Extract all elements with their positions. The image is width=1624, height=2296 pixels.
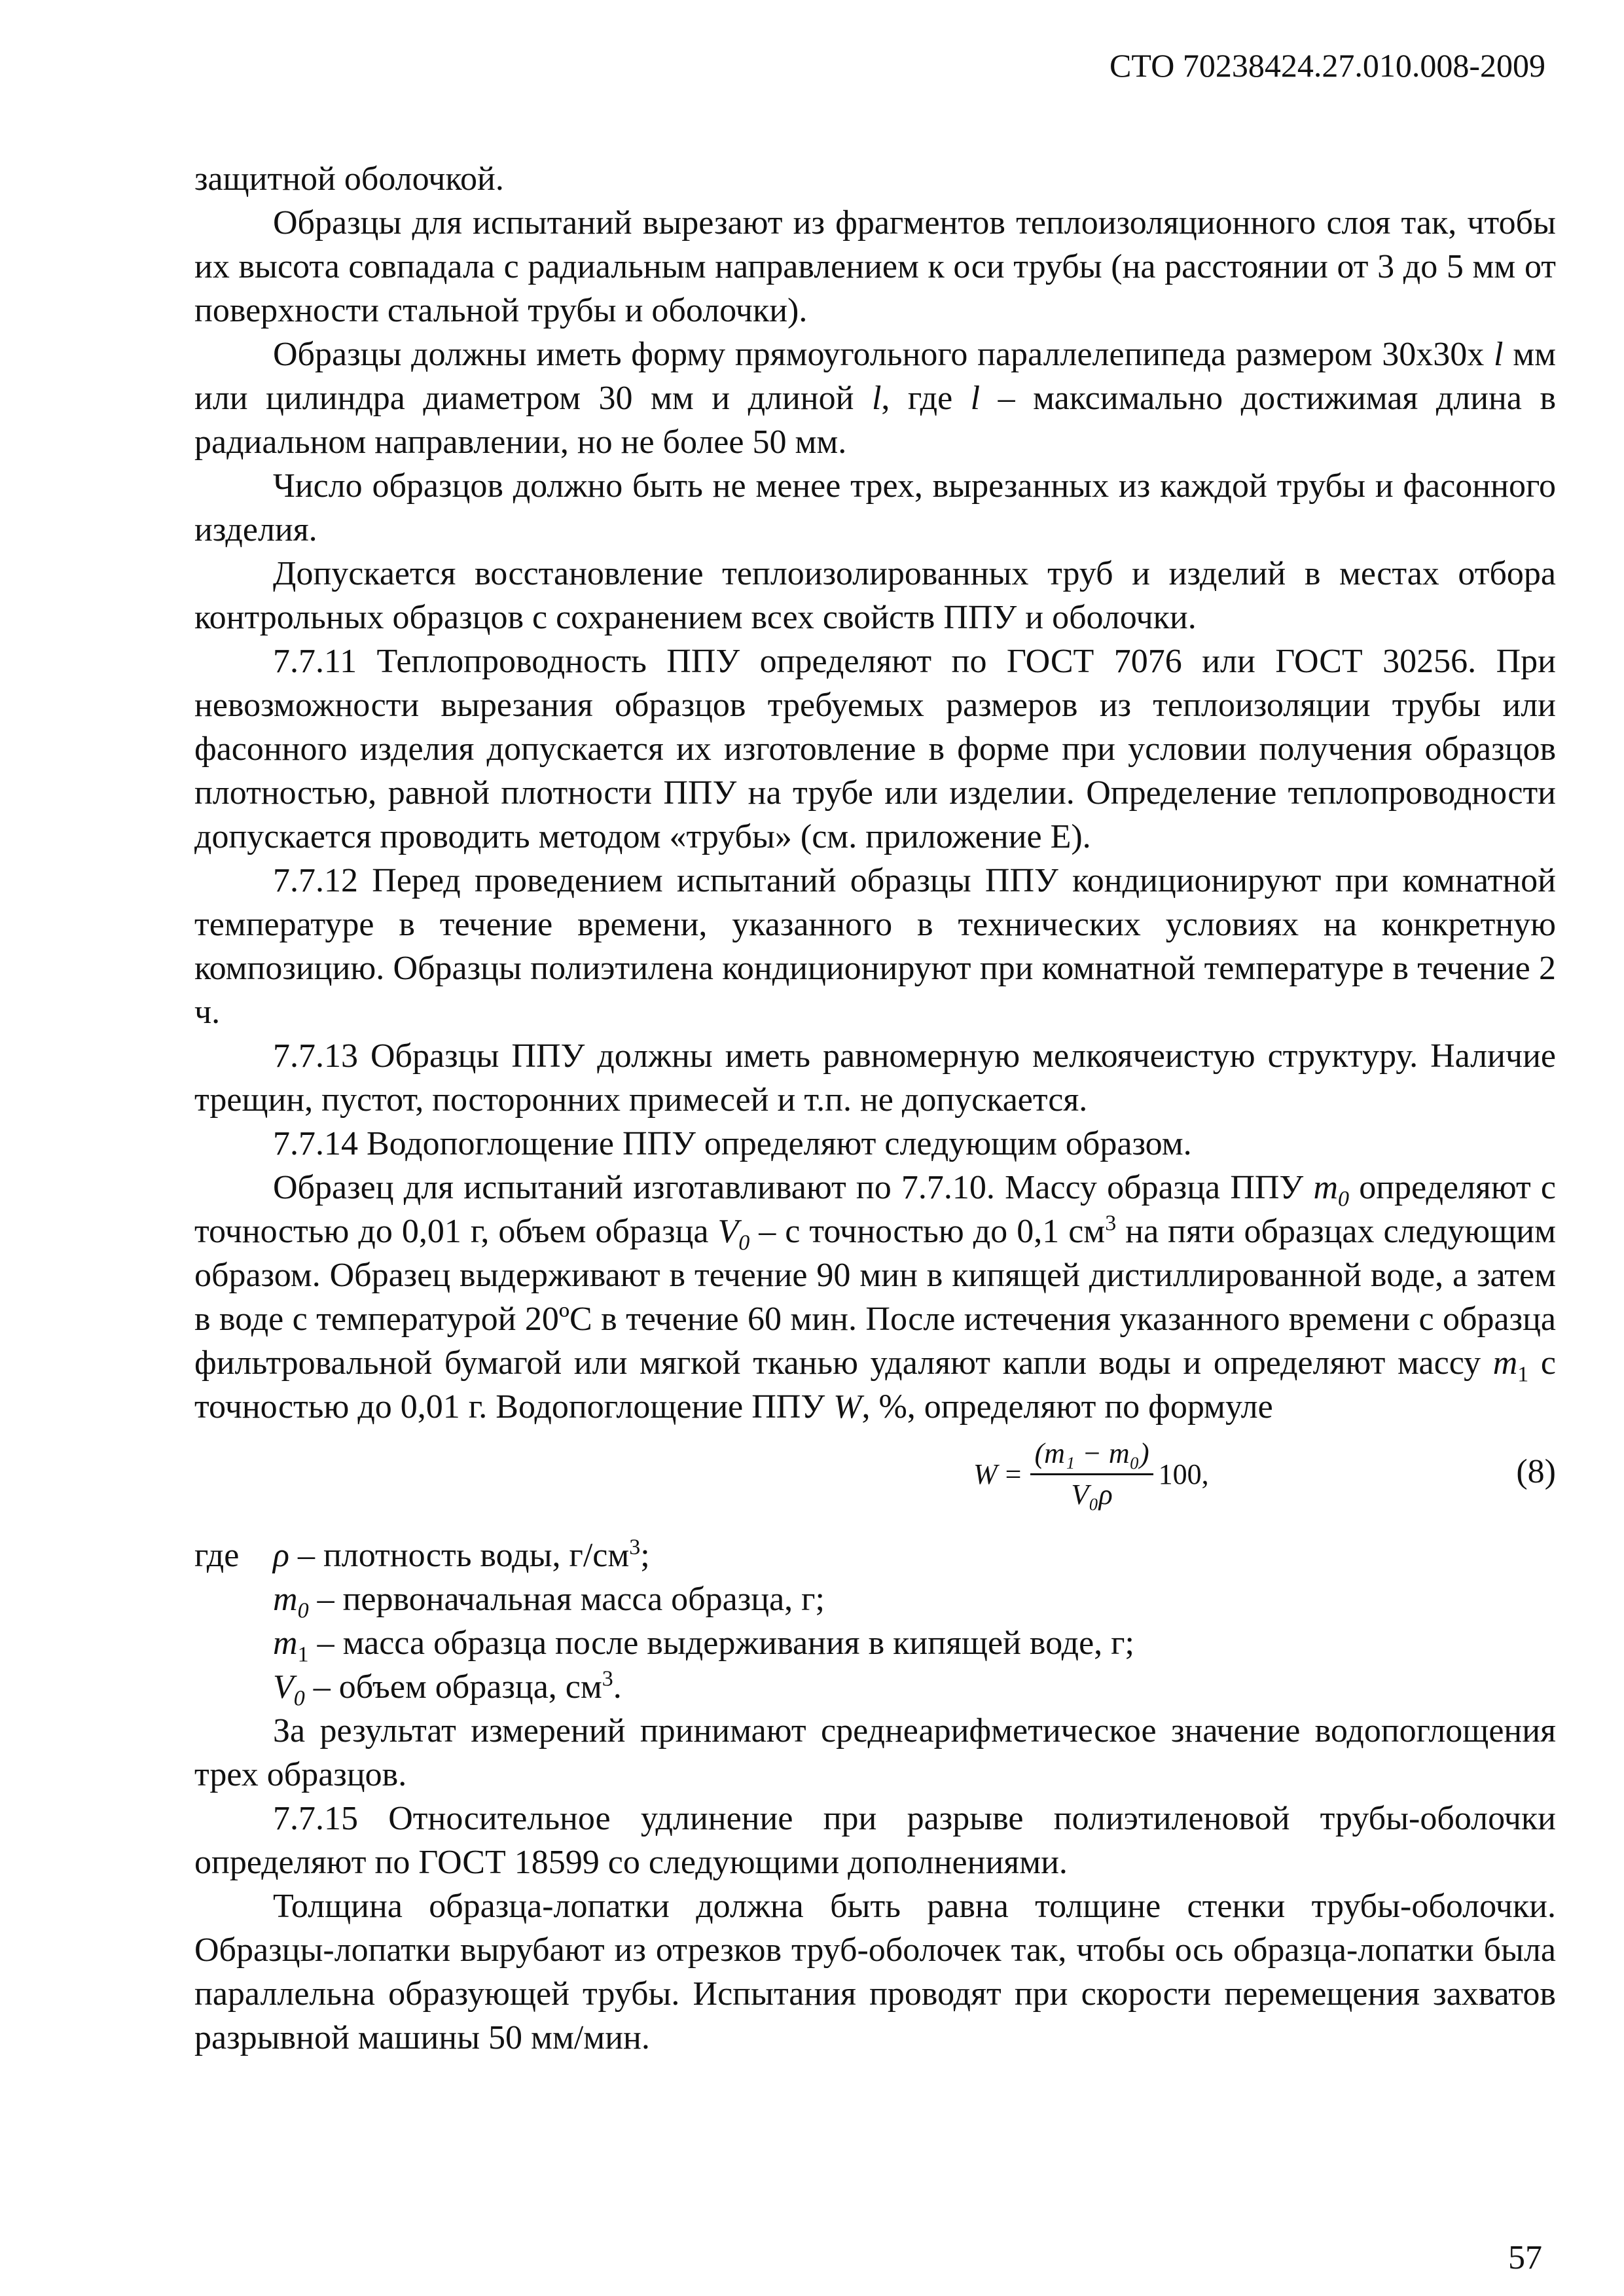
formula-coefficient: 100 (1158, 1458, 1202, 1490)
legend-v0 (194, 1665, 1556, 1709)
legend-text: – первоначальная масса образца, г; (308, 1581, 825, 1618)
subscript: 0 (738, 1230, 750, 1255)
symbol-m: m (273, 1624, 298, 1662)
variable-l: l (1494, 336, 1504, 373)
subscript: 0 (297, 1598, 309, 1623)
symbol-v: V (273, 1668, 294, 1706)
formula-lhs: W (973, 1458, 998, 1490)
formula-numerator: (m₁ − m₀) (1030, 1437, 1153, 1475)
paragraph-sample-count: Число образцов должно быть не менее трех, вырезанных из каждой трубы и фасонного изделия. (194, 467, 1556, 548)
formula-block (194, 1430, 1556, 1528)
formula-fraction (1030, 1437, 1153, 1512)
text-run: , где (881, 380, 971, 417)
variable-l: l (871, 380, 882, 417)
paragraph-7-7-14: 7.7.14 Водопоглощение ППУ определяют следующим образом. (273, 1125, 1192, 1162)
water-absorption-formula (973, 1437, 1209, 1512)
paragraph-7-7-11: 7.7.11 Теплопроводность ППУ определяют по ГОСТ 7076 или ГОСТ 30256. При невозможности вырезания образцов требуемых размеров из теплоизоляции трубы или фасонного изделия допускается их изготовление в форме при условии получения образцов плотностью, равной плотности ППУ на трубе или изделии. Определение теплопроводности допускается проводить методом «трубы» (см. приложение Е). (194, 643, 1556, 855)
paragraph-sample-shape (194, 332, 1556, 464)
document-code-header: СТО 70238424.27.010.008-2009 (1110, 47, 1545, 84)
text-run: – максимально достижимая длина в радиальном направлении, но не более 50 мм. (194, 380, 1556, 461)
formula-denominator: V₀ρ (1071, 1479, 1113, 1511)
variable-l: l (970, 380, 981, 417)
paragraph-restoration: Допускается восстановление теплоизолированных труб и изделий в местах отбора контрольных образцов с сохранением всех свойств ППУ и оболочки. (194, 555, 1556, 636)
legend-text: . (613, 1668, 622, 1706)
text-run: на пяти образцах следующим образом. Образец выдерживают в течение 90 мин в кипящей дистиллированной воде, а затем в воде с температурой 20ºС в течение 60 мин. После истечения указанного времени с образца фильтровальной бумагой или мягкой тканью удаляют капли воды и определяют массу (194, 1213, 1557, 1382)
text-run: определяют с точностью до 0,01 г, объем образца (194, 1169, 1557, 1250)
text-run: с точностью до 0,01 г. Водопоглощение ППУ (194, 1344, 1556, 1426)
paragraph-result: За результат измерений принимают среднеарифметическое значение водопоглощения трех образцов. (194, 1712, 1556, 1793)
paragraph-specimen-thickness: Толщина образца-лопатки должна быть равна толщине стенки трубы-оболочки. Образцы-лопатки вырубают из отрезков труб-оболочек так, чтобы ось образца-лопатки была параллельна образующей трубы. Испытания проводят при скорости перемещения захватов разрывной машины 50 мм/мин. (194, 1888, 1556, 2056)
paragraph-continuation: защитной оболочкой. (194, 160, 504, 198)
variable-m: m (1313, 1169, 1339, 1206)
variable-v: V (717, 1213, 739, 1250)
symbol-m: m (273, 1581, 298, 1618)
variable-w: W (833, 1388, 862, 1426)
formula-equals: = (1005, 1458, 1022, 1490)
superscript: 3 (602, 1666, 613, 1691)
superscript: 3 (629, 1535, 641, 1560)
legend-text: – плотность воды, г/см (289, 1537, 630, 1574)
legend-text: – объем образца, см (304, 1668, 602, 1706)
subscript: 0 (293, 1686, 305, 1711)
text-run: – с точностью до 0,1 см (749, 1213, 1106, 1250)
subscript: 1 (297, 1642, 309, 1667)
paragraph-sample-cutting: Образцы для испытаний вырезают из фрагментов теплоизоляционного слоя так, чтобы их высота совпадала с радиальным направлением к оси трубы (на расстоянии от 3 до 5 мм от поверхности стальной трубы и оболочки). (194, 204, 1556, 329)
paragraph-7-7-15: 7.7.15 Относительное удлинение при разрыве полиэтиленовой трубы-оболочки определяют по ГОСТ 18599 со следующими дополнениями. (194, 1800, 1556, 1881)
paragraph-7-7-12: 7.7.12 Перед проведением испытаний образцы ППУ кондиционируют при комнатной температуре в течение времени, указанного в технических условиях на конкретную композицию. Образцы полиэтилена кондиционируют при комнатной температуре в течение 2 ч. (194, 862, 1556, 1031)
text-run: Образец для испытаний изготавливают по 7.7.10. Массу образца ППУ (273, 1169, 1314, 1206)
superscript: 3 (1105, 1211, 1117, 1236)
variable-m: m (1492, 1344, 1518, 1382)
text-run: мм или цилиндра диаметром 30 мм и длиной (194, 336, 1557, 417)
legend-text: – масса образца после выдерживания в кипящей воде, г; (308, 1624, 1134, 1662)
legend-rho (194, 1534, 1556, 1577)
paragraph-water-absorption-method (194, 1166, 1556, 1429)
subscript: 1 (1517, 1362, 1529, 1387)
text-run: Образцы должны иметь форму прямоугольного параллелепипеда размером 30х30х (273, 336, 1494, 373)
legend-m1 (194, 1621, 1556, 1665)
where-label: где (194, 1537, 240, 1574)
formula-comma: , (1201, 1458, 1209, 1490)
page-number: 57 (1508, 2239, 1542, 2276)
equation-number: (8) (1516, 1453, 1556, 1490)
legend-m0 (194, 1577, 1556, 1621)
paragraph-7-7-13: 7.7.13 Образцы ППУ должны иметь равномерную мелкоячеистую структуру. Наличие трещин, пустот, посторонних примесей и т.п. не допускается. (194, 1037, 1556, 1119)
text-run: , %, определяют по формуле (861, 1388, 1273, 1426)
document-body (194, 157, 1556, 2060)
legend-text: ; (640, 1537, 650, 1574)
symbol-rho: ρ (273, 1537, 289, 1574)
subscript: 0 (1338, 1187, 1350, 1211)
